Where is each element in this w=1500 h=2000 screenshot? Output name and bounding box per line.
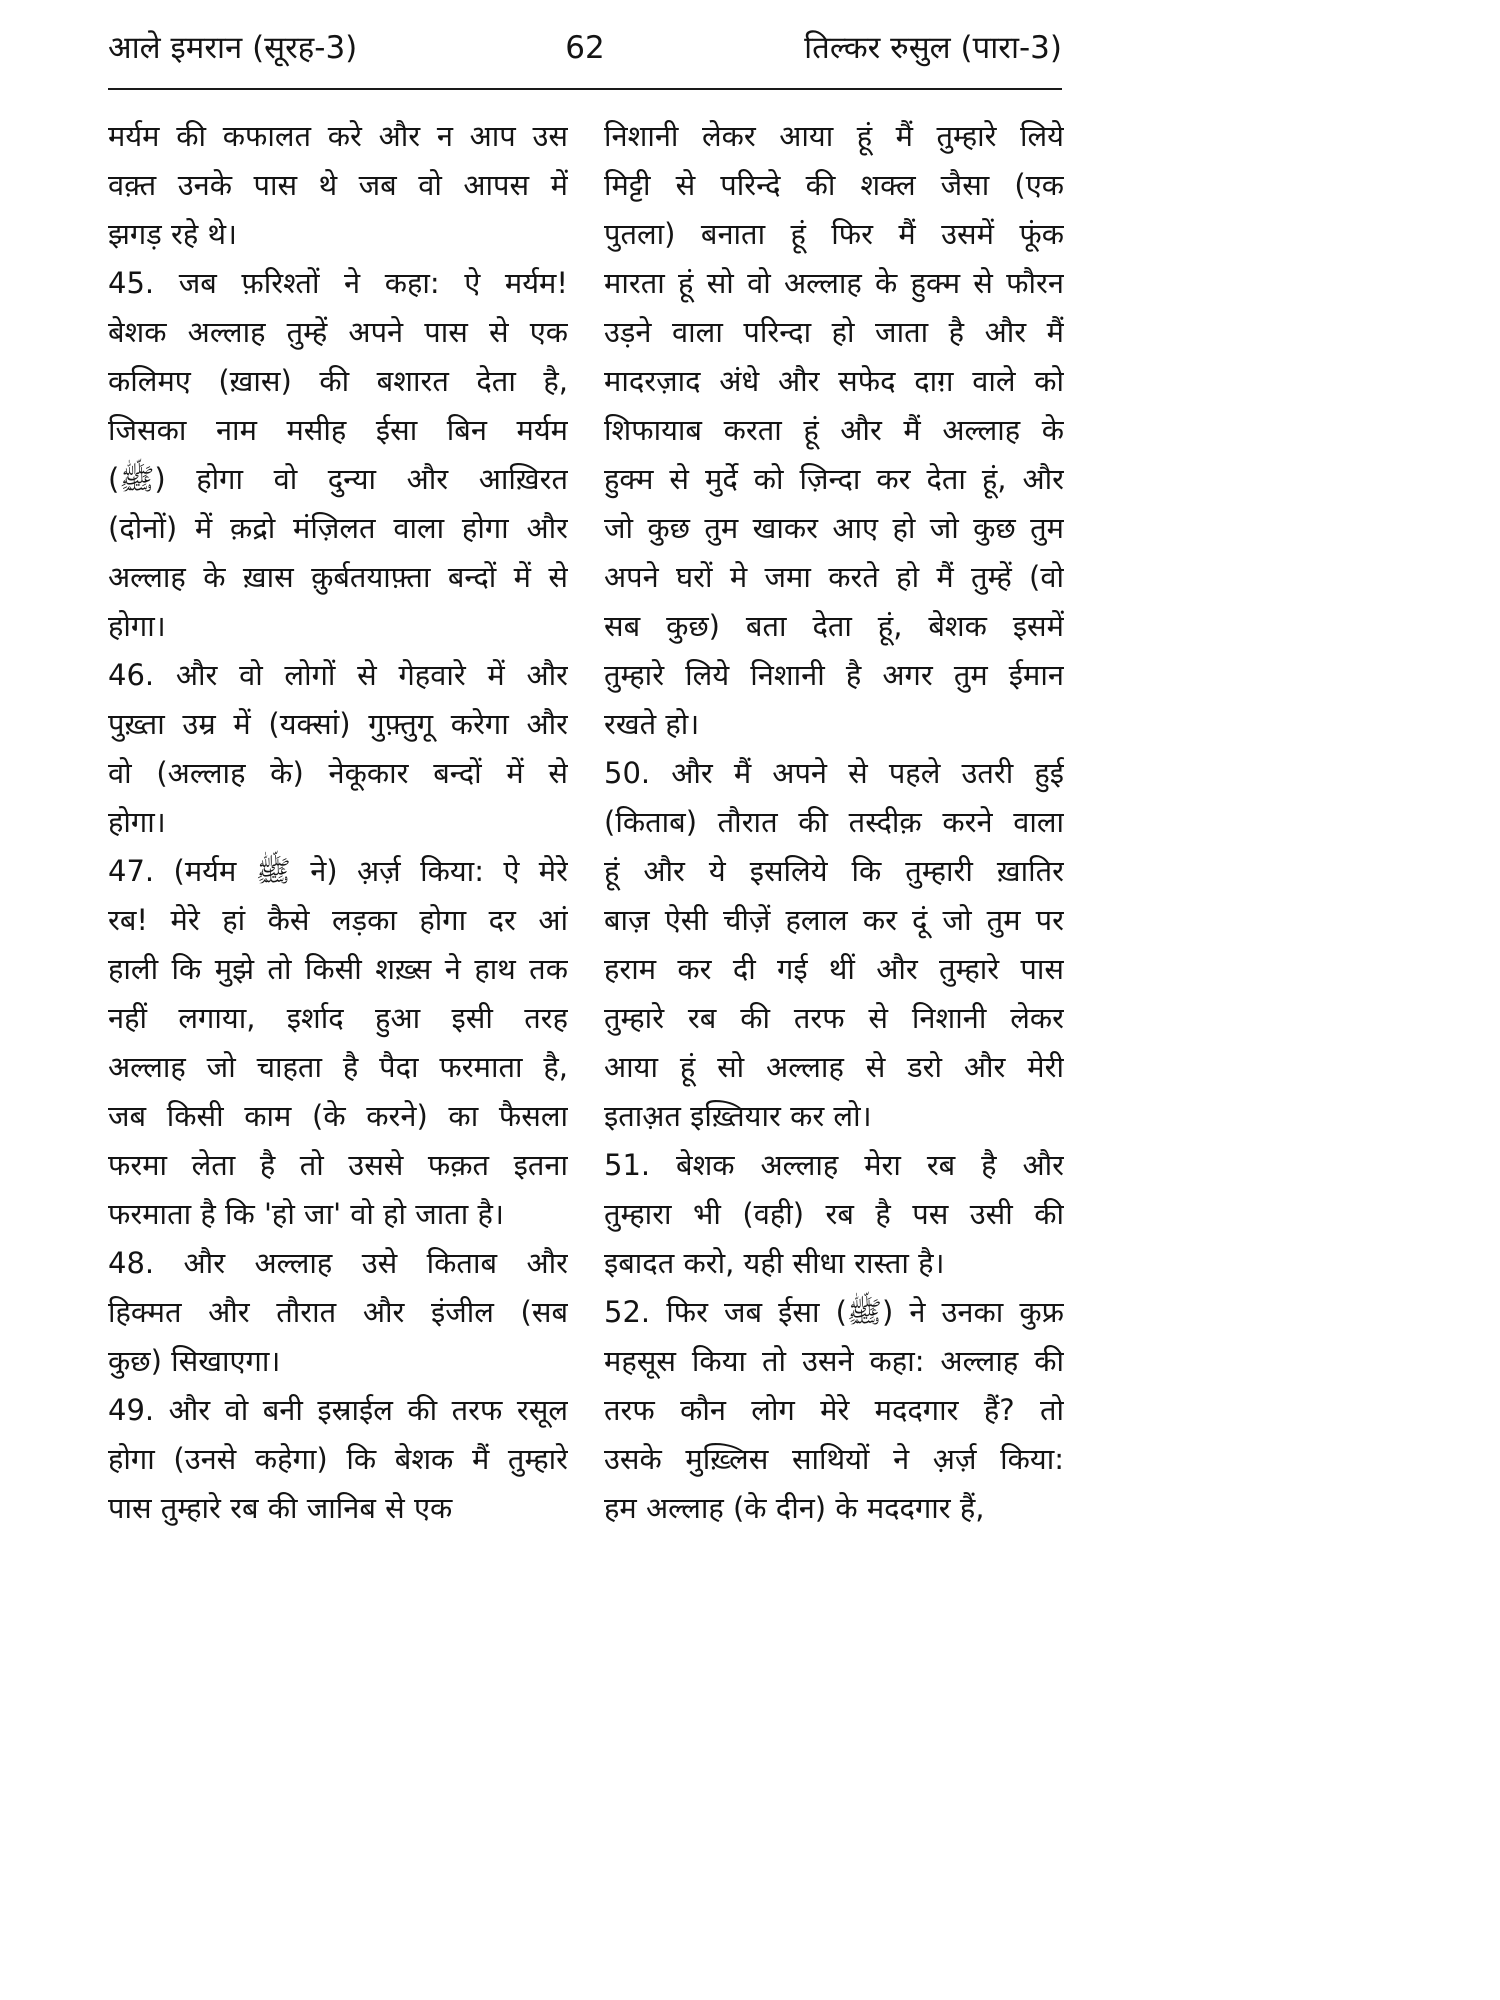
text-line: उड़ने वाला परिन्दा हो जाता है और मैं	[604, 315, 1064, 349]
header-divider	[108, 88, 1062, 90]
text-line: महसूस किया तो उसने कहा: अल्लाह की	[604, 1344, 1064, 1378]
text-line: अपने घरों मे जमा करते हो मैं तुम्हें (वो	[604, 560, 1064, 594]
text-line: (ﷺ) होगा वो दुन्या और आख़िरत	[108, 462, 568, 496]
text-line: फरमा लेता है तो उससे फक़त इतना	[108, 1148, 568, 1182]
text-line: होगा।	[108, 609, 166, 643]
surah-title: आले इमरान (सूरह-3)	[108, 30, 358, 66]
text-line: आया हूं सो अल्लाह से डरो और मेरी	[604, 1050, 1064, 1084]
text-line: कलिमए (ख़ास) की बशारत देता है,	[108, 364, 568, 398]
text-line: मिट्टी से परिन्दे की शक्ल जैसा (एक	[604, 168, 1064, 202]
text-line: 49. और वो बनी इस्राईल की तरफ रसूल	[108, 1393, 568, 1427]
text-line: अल्लाह के ख़ास क़ुर्बतयाफ़्ता बन्दों में से	[108, 560, 568, 594]
text-line: जिसका नाम मसीह ईसा बिन मर्यम	[108, 413, 568, 447]
text-line: फरमाता है कि 'हो जा' वो हो जाता है।	[108, 1197, 504, 1231]
text-line: हाली कि मुझे तो किसी शख़्स ने हाथ तक	[108, 952, 568, 986]
text-line: 51. बेशक अल्लाह मेरा रब है और	[604, 1148, 1064, 1182]
text-line: 47. (मर्यम ﷺ ने) अ़र्ज़ किया: ऐ मेरे	[108, 854, 568, 888]
para-title: तिल्कर रुसुल (पारा-3)	[804, 30, 1062, 66]
text-line: (किताब) तौरात की तस्दीक़ करने वाला	[604, 805, 1064, 839]
text-line: अल्लाह जो चाहता है पैदा फरमाता है,	[108, 1050, 568, 1084]
text-line: निशानी लेकर आया हूं मैं तुम्हारे लिये	[604, 119, 1064, 153]
text-line: कुछ) सिखाएगा।	[108, 1344, 281, 1378]
text-line: पास तुम्हारे रब की जानिब से एक	[108, 1491, 453, 1525]
text-line: 50. और मैं अपने से पहले उतरी हुई	[604, 756, 1064, 790]
text-line: मारता हूं सो वो अल्लाह के हुक्म से फौरन	[604, 266, 1064, 300]
text-line: हिक्मत और तौरात और इंजील (सब	[108, 1295, 568, 1329]
page-number: 62	[565, 30, 605, 66]
page-header	[108, 22, 1062, 74]
text-line: शिफायाब करता हूं और मैं अल्लाह के	[604, 413, 1064, 447]
text-line: बेशक अल्लाह तुम्हें अपने पास से एक	[108, 315, 568, 349]
text-line: जो कुछ तुम खाकर आए हो जो कुछ तुम	[604, 511, 1064, 545]
text-line: होगा (उनसे कहेगा) कि बेशक मैं तुम्हारे	[108, 1442, 568, 1476]
text-line: 46. और वो लोगों से गेहवारे में और	[108, 658, 568, 692]
text-line: तुम्हारे रब की तरफ से निशानी लेकर	[604, 1001, 1064, 1035]
text-line: नहीं लगाया, इर्शाद हुआ इसी तरह	[108, 1001, 568, 1035]
text-line: जब किसी काम (के करने) का फैसला	[108, 1099, 568, 1133]
text-line: (दोनों) में क़द्रो मंज़िलत वाला होगा और	[108, 511, 568, 545]
text-line: सब कुछ) बता देता हूं, बेशक इसमें	[604, 609, 1064, 643]
text-line: मादरज़ाद अंधे और सफेद दाग़ वाले को	[604, 364, 1064, 398]
text-line: इताअ़त इख़्तियार कर लो।	[604, 1099, 872, 1133]
text-line: झगड़ रहे थे।	[108, 217, 237, 251]
text-line: रखते हो।	[604, 707, 700, 741]
text-line: तुम्हारा भी (वही) रब है पस उसी की	[604, 1197, 1064, 1231]
left-column	[108, 112, 568, 1533]
text-line: पुतला) बनाता हूं फिर मैं उसमें फूंक	[604, 217, 1064, 251]
text-line: होगा।	[108, 805, 166, 839]
text-line: उसके मुख़्लिस साथियों ने अ़र्ज़ किया:	[604, 1442, 1064, 1476]
text-line: हूं और ये इसलिये कि तुम्हारी ख़ातिर	[604, 854, 1064, 888]
text-line: 48. और अल्लाह उसे किताब और	[108, 1246, 568, 1280]
text-line: वो (अल्लाह के) नेकूकार बन्दों में से	[108, 756, 568, 790]
text-line: वक़्त उनके पास थे जब वो आपस में	[108, 168, 568, 202]
text-line: पुख़्ता उम्र में (यक्सां) गुफ़्तुगू करेगा और	[108, 707, 568, 741]
text-line: तरफ कौन लोग मेरे मददगार हैं? तो	[604, 1393, 1064, 1427]
text-line: इबादत करो, यही सीधा रास्ता है।	[604, 1246, 945, 1280]
right-column	[604, 112, 1064, 1533]
text-line: हम अल्लाह (के दीन) के मददगार हैं,	[604, 1491, 985, 1525]
text-line: 52. फिर जब ईसा (ﷺ) ने उनका कुफ्र	[604, 1295, 1064, 1329]
text-line: हराम कर दी गई थीं और तुम्हारे पास	[604, 952, 1064, 986]
text-line: रब! मेरे हां कैसे लड़का होगा दर आं	[108, 903, 568, 937]
text-line: हुक्म से मुर्दे को ज़िन्दा कर देता हूं, और	[604, 462, 1064, 496]
text-line: बाज़ ऐसी चीज़ें हलाल कर दूं जो तुम पर	[604, 903, 1064, 937]
text-line: मर्यम की कफालत करे और न आप उस	[108, 119, 568, 153]
text-line: 45. जब फ़रिश्तों ने कहा: ऐ मर्यम!	[108, 266, 568, 300]
text-line: तुम्हारे लिये निशानी है अगर तुम ईमान	[604, 658, 1064, 692]
